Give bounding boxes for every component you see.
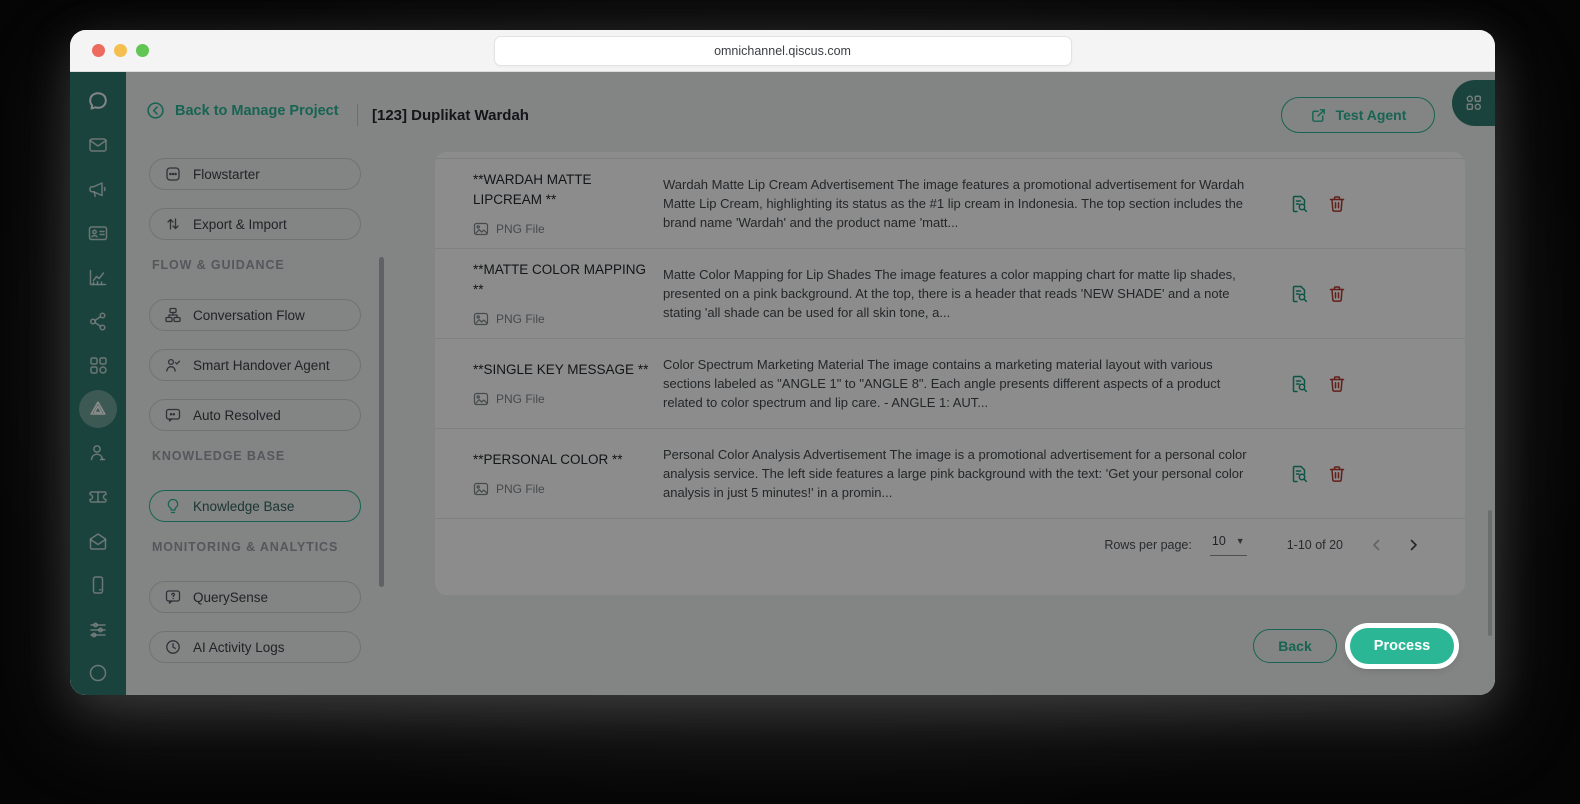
file-description: Wardah Matte Lip Cream Advertisement The image features a promotional advertisement for Wardah Matte Lip Cream, highlighting its status as the #1 lip cream in Indonesia. The top section includes the brand name 'Wardah' and the product name 'matt... [663, 177, 1245, 230]
file-description: Matte Color Mapping for Lip Shades The image features a color mapping chart for matte lip shades, presented on a pink background. At the top, there is a header that reads 'NEW SHADE' and a note stating 'all shade can be used for all skin tone, a... [663, 267, 1236, 320]
zoom-window-button[interactable] [136, 44, 149, 57]
spotlight-dim-overlay [70, 72, 1495, 695]
page-title: [123] Duplikat Wardah [372, 107, 529, 124]
browser-titlebar [70, 30, 1495, 72]
process-button[interactable]: Process [1350, 628, 1454, 664]
sidebar-item-label: Auto Resolved [193, 407, 281, 423]
back-link-label: Back to Manage Project [175, 102, 339, 119]
sidebar-item-label: Flowstarter [193, 166, 260, 182]
sidebar-section-monitoring-analytics: MONITORING & ANALYTICS [152, 540, 339, 554]
file-type-label: PNG File [496, 391, 545, 406]
sidebar-item-label: Knowledge Base [193, 498, 295, 514]
caret-down-icon: ▼ [1235, 536, 1245, 546]
file-type-label: PNG File [496, 311, 545, 326]
minimize-window-button[interactable] [114, 44, 127, 57]
file-type-label: PNG File [496, 481, 545, 496]
url-text: omnichannel.qiscus.com [714, 44, 851, 58]
file-title: **MATTE COLOR MAPPING ** [473, 262, 647, 297]
file-title: **SINGLE KEY MESSAGE ** [473, 362, 649, 378]
close-window-button[interactable] [92, 44, 105, 57]
sidebar-item-label: QuerySense [193, 589, 269, 605]
rows-per-page-label: Rows per page: [1104, 538, 1192, 552]
test-agent-label: Test Agent [1335, 107, 1407, 123]
sidebar-item-label: Conversation Flow [193, 307, 305, 323]
browser-window [70, 30, 1495, 695]
sidebar-section-knowledge-base: KNOWLEDGE BASE [152, 449, 286, 463]
sidebar-section-flow-guidance: FLOW & GUIDANCE [152, 258, 285, 272]
traffic-lights [92, 44, 149, 57]
pagination-range: 1-10 of 20 [1286, 538, 1343, 552]
sidebar-item-label: Smart Handover Agent [193, 357, 330, 373]
sidebar-item-label: Export & Import [193, 216, 287, 232]
file-description: Color Spectrum Marketing Material The image contains a marketing material layout with various sections labeled as "ANGLE 1" to "ANGLE 8". Each angle presents different aspects of a product related to color spectrum and lip care. - ANGLE 1: AUT... [663, 357, 1221, 410]
file-type-label: PNG File [496, 221, 545, 236]
rows-per-page-value: 10 [1211, 534, 1226, 548]
url-bar[interactable] [494, 36, 1072, 66]
file-title: **PERSONAL COLOR ** [473, 452, 623, 468]
back-button[interactable]: Back [1253, 629, 1337, 663]
sidebar-item-label: AI Activity Logs [193, 639, 285, 655]
app-viewport [70, 72, 1495, 695]
file-description: Personal Color Analysis Advertisement The image is a promotional advertisement for a personal color analysis service. The left side features a large pink background with the text: 'Get your personal color analysis in just 5 minutes!' in a promin... [663, 447, 1247, 500]
file-title: **WARDAH MATTE LIPCREAM ** [473, 172, 592, 207]
